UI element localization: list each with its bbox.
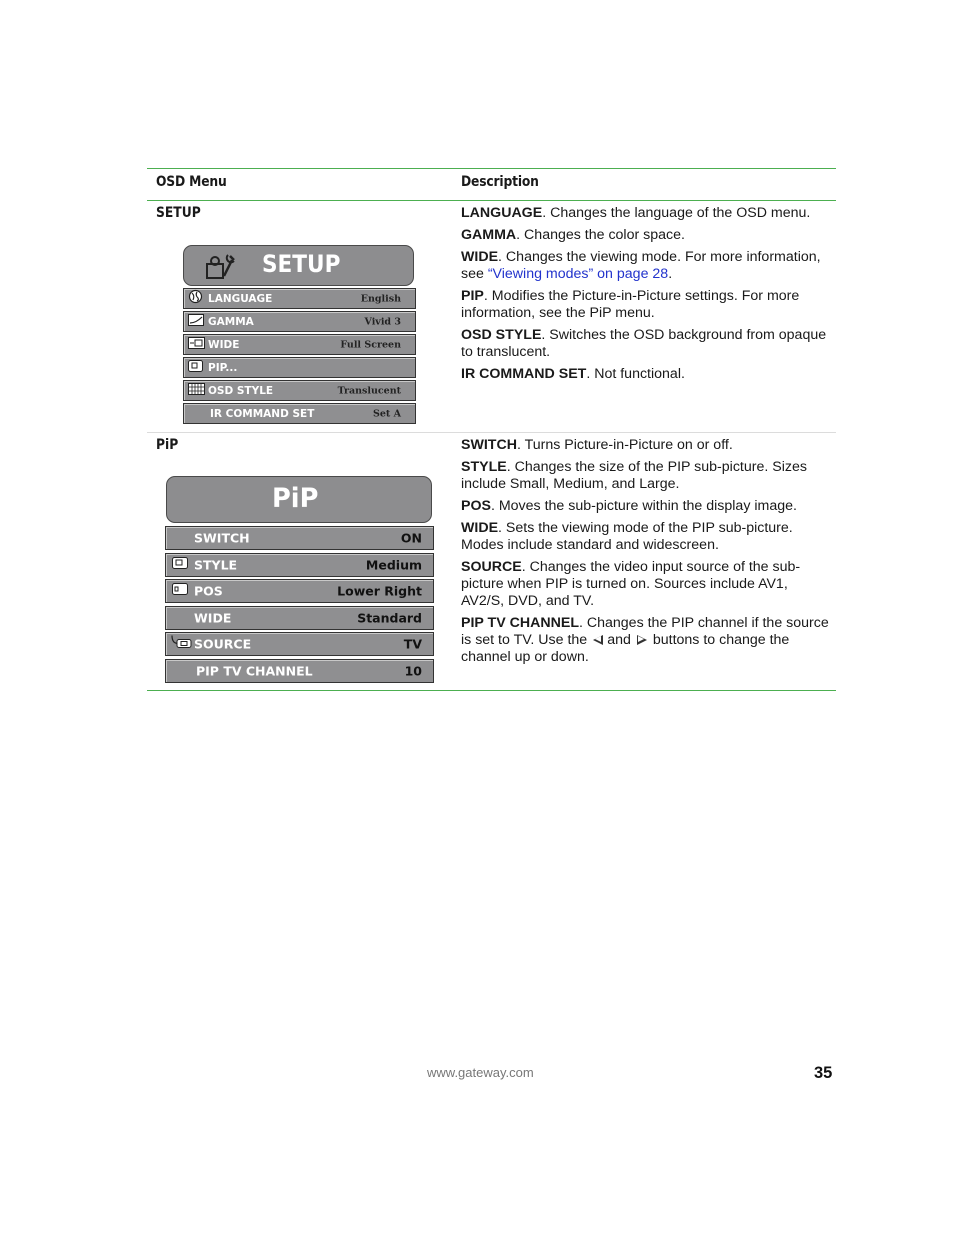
osd-label: PIP...	[208, 361, 238, 374]
setup-osd-title-bar	[183, 245, 414, 286]
row-label-setup: SETUP	[156, 205, 201, 221]
column-header-osd-menu: OSD Menu	[156, 174, 227, 190]
setup-description	[461, 205, 829, 388]
viewing-modes-link[interactable]: “Viewing modes” on page 28	[487, 266, 669, 282]
osd-value: Vivid 3	[364, 316, 401, 327]
desc-item: WIDE. Changes the viewing mode. For more information, see “Viewing modes” on page 28.	[461, 249, 821, 282]
osd-label: PIP TV CHANNEL	[196, 663, 313, 679]
osd-row-style	[165, 553, 434, 577]
osd-row-osd-style	[183, 380, 416, 401]
osd-row-wide	[183, 334, 416, 355]
osd-value: Translucent	[337, 385, 401, 396]
osd-label: WIDE	[194, 610, 232, 626]
osd-value: TV	[403, 636, 422, 652]
osd-row-pip-tv-channel	[165, 659, 434, 683]
pip-icon	[188, 359, 203, 377]
desc-item: WIDE. Sets the viewing mode of the PIP sub-picture. Modes include standard and widescreen.	[461, 520, 793, 553]
osd-value: Lower Right	[337, 583, 422, 599]
pip-icon	[172, 556, 188, 574]
table-bottom-rule	[147, 690, 836, 691]
desc-item: PIP TV CHANNEL. Changes the PIP channel if the source is set to TV. Use the and buttons to change the channel up or down.	[461, 615, 829, 665]
pip-osd-title: PiP	[272, 483, 319, 514]
footer-url: www.gateway.com	[427, 1065, 534, 1080]
desc-item: SOURCE. Changes the video input source of the sub-picture when PIP is turned on. Sources include AV1, AV2/S, DVD, and TV.	[461, 559, 801, 609]
page-number: 35	[814, 1064, 833, 1082]
gamma-curve-icon	[188, 313, 204, 331]
desc-item: GAMMA. Changes the color space.	[461, 227, 685, 243]
osd-row-gamma	[183, 311, 416, 332]
osd-label: GAMMA	[208, 315, 254, 328]
osd-value: Standard	[357, 610, 422, 626]
osd-label: OSD STYLE	[208, 384, 274, 397]
osd-label: IR COMMAND SET	[210, 407, 315, 420]
osd-label: POS	[194, 583, 223, 599]
desc-item: LANGUAGE. Changes the language of the OSD menu.	[461, 205, 811, 221]
left-arrow-icon	[593, 635, 603, 645]
pip-osd-title-bar	[166, 476, 432, 523]
globe-icon	[188, 289, 203, 309]
osd-label: LANGUAGE	[208, 292, 273, 305]
desc-item: SWITCH. Turns Picture-in-Picture on or off.	[461, 437, 733, 453]
osd-row-source	[165, 632, 434, 656]
header-bottom-rule	[147, 200, 836, 201]
osd-value: 10	[404, 663, 422, 679]
osd-row-pos	[165, 579, 434, 603]
osd-value: Set A	[373, 408, 401, 419]
osd-value: English	[360, 293, 401, 304]
osd-value: Medium	[365, 557, 422, 573]
desc-item: STYLE. Changes the size of the PIP sub-picture. Sizes include Small, Medium, and Large.	[461, 459, 807, 492]
osd-row-switch	[165, 526, 434, 550]
desc-item: OSD STYLE. Switches the OSD background from opaque to translucent.	[461, 327, 827, 360]
desc-item: PIP. Modifies the Picture-in-Picture settings. For more information, see the PiP menu.	[461, 288, 800, 321]
osd-label: WIDE	[208, 338, 240, 351]
osd-row-language	[183, 288, 416, 309]
osd-label: SOURCE	[194, 636, 252, 652]
wide-screen-icon	[188, 336, 205, 354]
osd-row-wide	[165, 606, 434, 630]
right-arrow-icon	[637, 635, 647, 645]
osd-value: Full Screen	[340, 339, 401, 350]
grid-icon	[188, 382, 205, 400]
setup-osd-title: SETUP	[262, 250, 341, 278]
source-cable-icon	[170, 634, 192, 655]
wrench-screwdriver-icon	[204, 252, 236, 285]
row-divider	[147, 432, 836, 433]
osd-row-pip	[183, 357, 416, 378]
desc-item: IR COMMAND SET. Not functional.	[461, 366, 685, 382]
table-top-rule	[147, 168, 836, 169]
osd-value: ON	[400, 530, 422, 546]
pip-description	[461, 437, 829, 671]
osd-label: SWITCH	[194, 530, 250, 546]
osd-label: STYLE	[194, 557, 238, 573]
row-label-pip: PiP	[156, 437, 179, 453]
osd-row-ir-command-set	[183, 403, 416, 424]
position-icon	[172, 582, 188, 600]
desc-item: POS. Moves the sub-picture within the display image.	[461, 498, 797, 514]
column-header-description: Description	[461, 174, 539, 190]
